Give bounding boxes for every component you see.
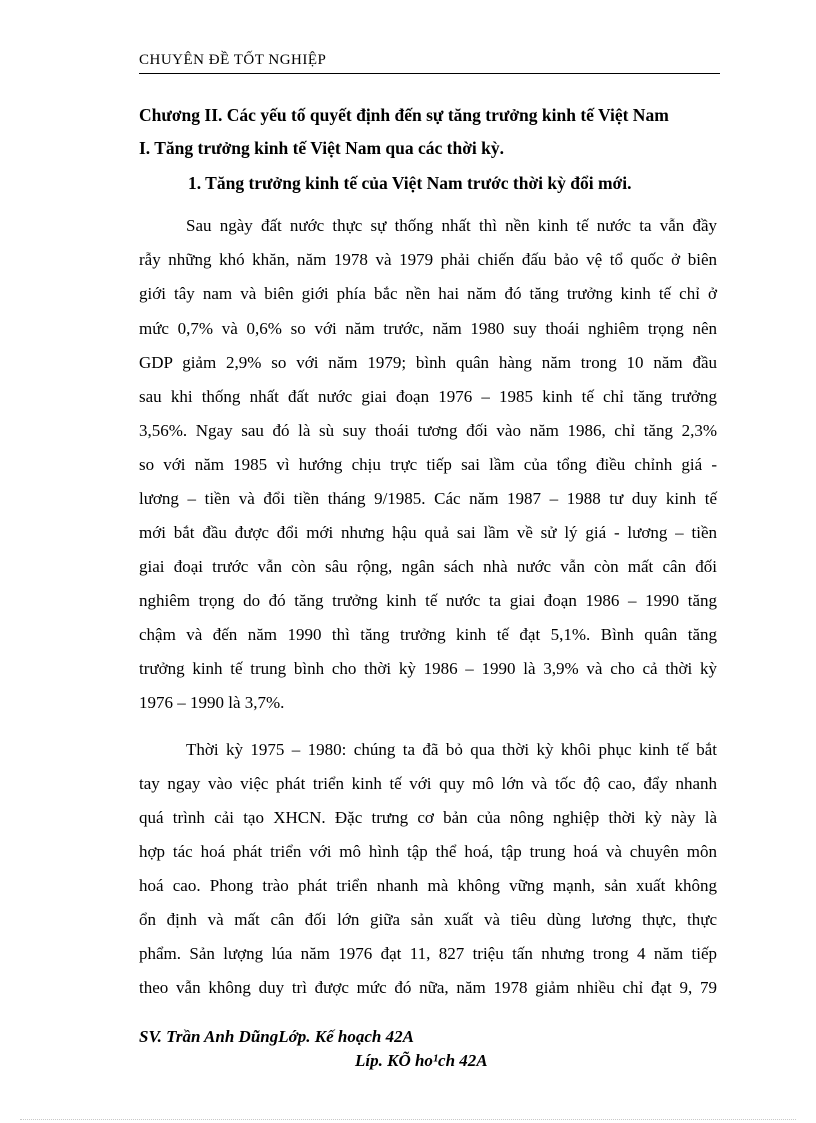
page-bottom-divider bbox=[20, 1119, 796, 1120]
paragraph-line: 3,56%. Ngay sau đó là sù suy thoái tương đối vào năm 1986, chỉ tăng 2,3% bbox=[139, 421, 717, 440]
header-text: CHUYÊN ĐỀ TỐT NGHIỆP bbox=[139, 52, 327, 68]
paragraph-line: lương – tiền và đổi tiền tháng 9/1985. Các năm 1987 – 1988 tư duy kinh tế bbox=[139, 489, 717, 508]
paragraph-line: so với năm 1985 vì hướng chịu trực tiếp sai lầm của tổng điều chỉnh giá - bbox=[139, 455, 717, 474]
paragraph-line: phẩm. Sản lượng lúa năm 1976 đạt 11, 827 triệu tấn nhưng trong 4 năm tiếp bbox=[139, 944, 717, 963]
section-title: I. Tăng trưởng kinh tế Việt Nam qua các thời kỳ. bbox=[139, 138, 505, 158]
paragraph-line: quá trình cải tạo XHCN. Đặc trưng cơ bản của nông nghiệp thời kỳ này là bbox=[139, 808, 717, 827]
page-header bbox=[139, 50, 720, 74]
paragraph-line: GDP giảm 2,9% so với năm 1979; bình quân hàng năm trong 10 năm đầu bbox=[139, 353, 717, 372]
paragraph-line: nghiêm trọng do đó tăng trưởng kinh tế nước ta giai đoạn 1986 – 1990 tăng bbox=[139, 591, 717, 610]
paragraph-line: theo vẫn không duy trì được mức đó nữa, năm 1978 giảm nhiều chỉ đạt 9, 79 bbox=[139, 978, 717, 997]
footer-class: Líp. KÕ ho¹ch 42A bbox=[355, 1051, 488, 1070]
paragraph-line: hợp tác hoá phát triển với mô hình tập thể hoá, tập trung hoá và chuyên môn bbox=[139, 842, 717, 861]
paragraph-line: mức 0,7% và 0,6% so với năm trước, năm 1980 suy thoái nghiêm trọng nên bbox=[139, 319, 717, 338]
subsection-title: 1. Tăng trưởng kinh tế của Việt Nam trước thời kỳ đổi mới. bbox=[188, 173, 632, 193]
chapter-title: Chương II. Các yếu tố quyết định đến sự tăng trưởng kinh tế Việt Nam bbox=[139, 105, 669, 125]
paragraph-line: hoá cao. Phong trào phát triển nhanh mà không vững mạnh, sản xuất không bbox=[139, 876, 717, 895]
paragraph-line: trưởng kinh tế trung bình cho thời kỳ 1986 – 1990 là 3,9% và cho cả thời kỳ bbox=[139, 659, 717, 678]
paragraph-line: chậm và đến năm 1990 thì tăng trưởng kinh tế đạt 5,1%. Bình quân tăng bbox=[139, 625, 717, 644]
paragraph-line: mới bắt đầu được đổi mới nhưng hậu quả sai lầm về sử lý giá - lương – tiền bbox=[139, 523, 717, 542]
paragraph-line: ổn định và mất cân đối lớn giữa sản xuất và tiêu dùng lương thực, thực bbox=[139, 910, 717, 929]
paragraph-line: giới tây nam và biên giới phía bắc nền hai năm đó tăng trưởng kinh tế chỉ ở bbox=[139, 284, 717, 303]
paragraph-line: 1976 – 1990 là 3,7%. bbox=[139, 693, 285, 712]
paragraph-line: Thời kỳ 1975 – 1980: chúng ta đã bỏ qua thời kỳ khôi phục kinh tế bắt bbox=[186, 740, 717, 759]
paragraph-line: giai đoại trước vẫn còn sâu rộng, ngân sách nhà nước vẫn còn mất cân đối bbox=[139, 557, 717, 576]
paragraph-line: rẫy những khó khăn, năm 1978 và 1979 phải chiến đấu bảo vệ tổ quốc ở biên bbox=[139, 250, 717, 269]
paragraph-line: sau khi thống nhất đất nước giai đoạn 1976 – 1985 kinh tế chỉ tăng trưởng bbox=[139, 387, 717, 406]
footer-author: SV. Trần Anh DũngLớp. Kế hoạch 42A bbox=[139, 1027, 414, 1046]
paragraph-line: Sau ngày đất nước thực sự thống nhất thì nền kinh tế nước ta vẫn đầy bbox=[186, 216, 717, 235]
paragraph-line: tay ngay vào việc phát triển kinh tế với quy mô lớn và tốc độ cao, đẩy nhanh bbox=[139, 774, 717, 793]
